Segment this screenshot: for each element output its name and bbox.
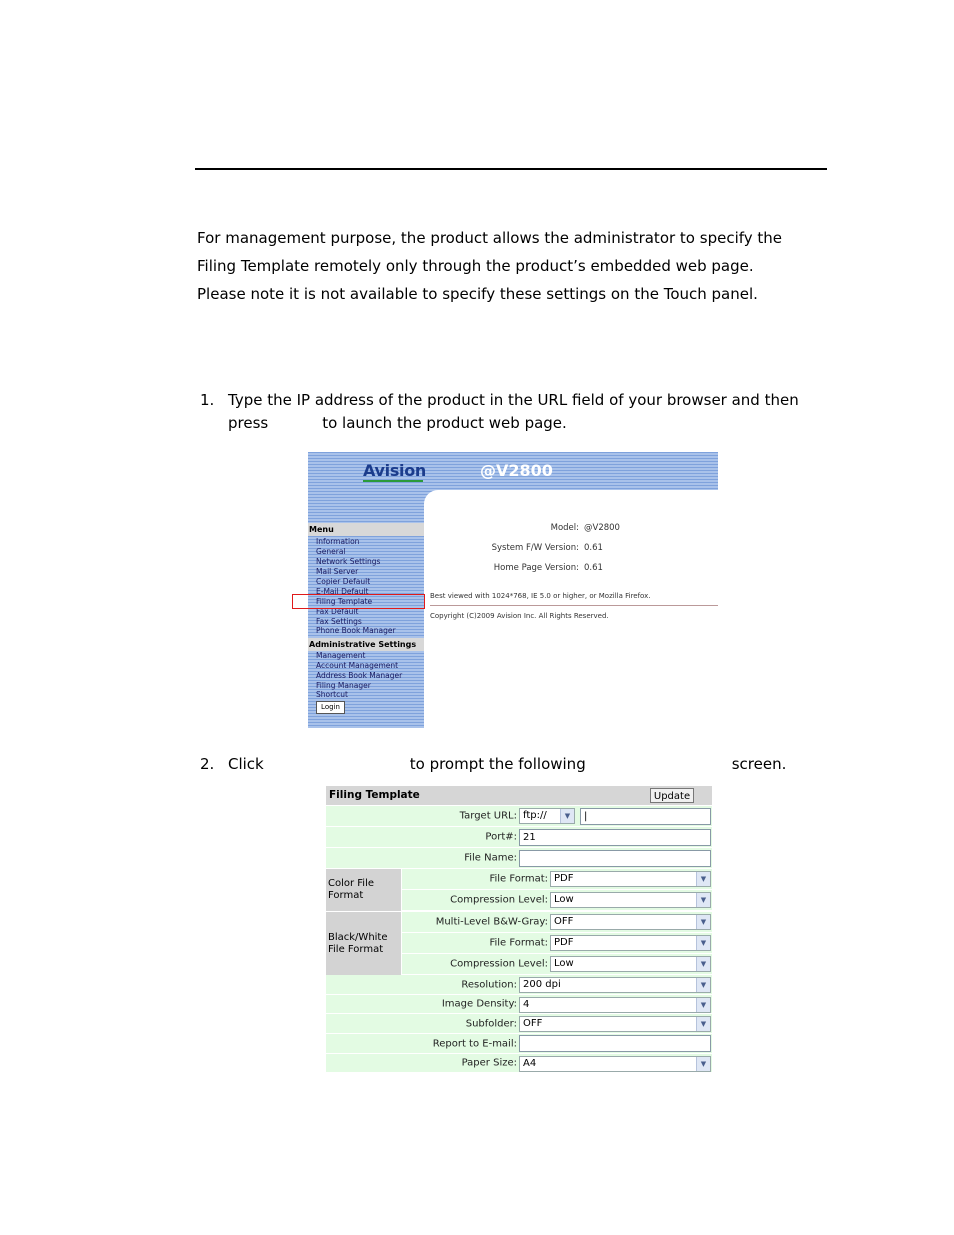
filing-template-highlight xyxy=(292,594,425,609)
menu-item-fax-settings[interactable]: Fax Settings xyxy=(316,617,362,626)
chevron-down-icon: ▼ xyxy=(696,1057,710,1071)
select-value: ftp:// xyxy=(523,810,547,821)
row-bw-compression xyxy=(402,954,712,975)
color-file-format-select[interactable] xyxy=(550,871,711,887)
chevron-down-icon: ▼ xyxy=(696,978,710,992)
menu-item-account-management[interactable]: Account Management xyxy=(316,661,399,670)
menu-item-filing-manager[interactable]: Filing Manager xyxy=(316,681,371,690)
bw-file-format-select[interactable] xyxy=(550,935,711,951)
intro-line: For management purpose, the product allows the administrator to specify the xyxy=(197,229,783,247)
menu-item-general[interactable]: General xyxy=(316,547,346,556)
resolution-select[interactable] xyxy=(519,977,711,993)
subfolder-select[interactable] xyxy=(519,1016,711,1032)
menu-header: Menu xyxy=(308,523,424,536)
field-label: File Format: xyxy=(489,937,548,949)
bw-multilevel-select[interactable] xyxy=(550,914,711,930)
select-value: Low xyxy=(554,894,574,905)
step-number: 1. xyxy=(200,391,215,409)
field-label: Port#: xyxy=(485,831,517,843)
menu-item-phone-book-manager[interactable]: Phone Book Manager xyxy=(316,626,396,635)
web-page-screenshot xyxy=(308,452,718,728)
chevron-down-icon: ▼ xyxy=(696,872,710,886)
row-subfolder xyxy=(326,1014,712,1034)
bw-compression-select[interactable] xyxy=(550,956,711,972)
bw-file-format-group: Black/White File Format xyxy=(326,912,401,975)
field-label: Report to E-mail: xyxy=(432,1038,517,1049)
select-value: 4 xyxy=(523,999,530,1010)
info-value: 0.61 xyxy=(584,563,603,573)
select-value: A4 xyxy=(523,1058,537,1069)
intro-line: Please note it is not available to specify these settings on the Touch panel. xyxy=(197,285,758,303)
row-color-file-format xyxy=(402,869,712,890)
color-file-format-group: Color File Format xyxy=(326,869,401,911)
step-text: screen. xyxy=(731,755,787,773)
chevron-down-icon: ▼ xyxy=(560,809,574,823)
step-number: 2. xyxy=(200,755,215,773)
best-viewed-note: Best viewed with 1024*768, IE 5.0 or higher, or Mozilla Firefox. xyxy=(430,592,651,600)
info-label: Home Page Version: xyxy=(493,563,579,573)
field-label: File Name: xyxy=(464,852,517,864)
field-label: Paper Size: xyxy=(461,1057,517,1069)
section-rule xyxy=(195,168,827,170)
update-button[interactable]: Update xyxy=(650,788,694,803)
form-header xyxy=(326,786,712,805)
row-file-name xyxy=(326,848,712,869)
admin-header: Administrative Settings xyxy=(308,638,424,651)
image-density-select[interactable] xyxy=(519,997,711,1013)
row-image-density xyxy=(326,995,712,1014)
row-bw-multilevel xyxy=(402,912,712,933)
select-value: OFF xyxy=(523,1018,543,1029)
menu-item-mail-server[interactable]: Mail Server xyxy=(316,567,359,576)
row-port xyxy=(326,827,712,848)
row-bw-file-format xyxy=(402,933,712,954)
field-label: Subfolder: xyxy=(465,1018,517,1029)
field-label: Multi-Level B&W-Gray: xyxy=(435,916,548,928)
chevron-down-icon: ▼ xyxy=(696,998,710,1012)
menu-item-address-book-manager[interactable]: Address Book Manager xyxy=(316,671,403,680)
chevron-down-icon: ▼ xyxy=(696,957,710,971)
select-value: PDF xyxy=(554,873,574,884)
copyright-note: Copyright (C)2009 Avision Inc. All Rights Reserved. xyxy=(430,612,609,620)
select-value: OFF xyxy=(554,916,574,927)
menu-item-management[interactable]: Management xyxy=(316,651,366,660)
menu-item-shortcut[interactable]: Shortcut xyxy=(316,690,348,699)
step-text: press xyxy=(228,414,269,432)
menu-item-email-default[interactable]: E-Mail Default xyxy=(316,587,369,596)
row-paper-size xyxy=(326,1054,712,1073)
select-value: 200 dpi xyxy=(523,979,561,990)
paper-size-select[interactable] xyxy=(519,1056,711,1072)
step-text: to prompt the following xyxy=(409,755,586,773)
row-target-url xyxy=(326,806,712,827)
step-text: Type the IP address of the product in the URL field of your browser and then xyxy=(228,391,799,409)
field-label: Image Density: xyxy=(441,998,517,1010)
report-email-input[interactable] xyxy=(519,1035,711,1052)
info-value: @V2800 xyxy=(584,523,620,533)
info-label: System F/W Version: xyxy=(491,543,579,553)
field-label: File Format: xyxy=(489,873,548,885)
divider xyxy=(430,605,718,606)
avision-logo: Avision xyxy=(363,461,427,480)
login-button[interactable]: Login xyxy=(316,701,345,714)
row-resolution xyxy=(326,975,712,995)
filing-template-form xyxy=(326,786,712,1073)
field-label: Resolution: xyxy=(461,979,517,990)
step-text: to launch the product web page. xyxy=(322,414,567,432)
form-title: Filing Template xyxy=(329,789,420,801)
file-name-input[interactable] xyxy=(519,850,711,867)
chevron-down-icon: ▼ xyxy=(696,936,710,950)
field-label: Target URL: xyxy=(459,810,517,822)
intro-paragraph xyxy=(197,224,837,308)
port-input[interactable]: 21 xyxy=(519,829,711,846)
color-compression-select[interactable] xyxy=(550,892,711,908)
info-value: 0.61 xyxy=(584,543,603,553)
menu-item-information[interactable]: Information xyxy=(316,537,360,546)
field-label: Compression Level: xyxy=(450,894,548,906)
target-url-input[interactable]: | xyxy=(580,808,711,825)
step-text: Click xyxy=(228,755,264,773)
info-label: Model: xyxy=(550,523,579,533)
menu-item-copier-default[interactable]: Copier Default xyxy=(316,577,371,586)
chevron-down-icon: ▼ xyxy=(696,1017,710,1031)
row-report-email xyxy=(326,1034,712,1054)
select-value: Low xyxy=(554,958,574,969)
logo-underline xyxy=(363,480,423,482)
chevron-down-icon: ▼ xyxy=(696,893,710,907)
intro-line: Filing Template remotely only through the product’s embedded web page. xyxy=(197,257,754,275)
menu-item-fax-default[interactable]: Fax Default xyxy=(316,607,359,616)
protocol-select[interactable] xyxy=(519,808,575,824)
select-value: PDF xyxy=(554,937,574,948)
chevron-down-icon: ▼ xyxy=(696,915,710,929)
field-label: Compression Level: xyxy=(450,958,548,970)
model-title: @V2800 xyxy=(480,461,553,480)
menu-item-filing-template[interactable]: Filing Template xyxy=(316,597,373,606)
menu-item-network-settings[interactable]: Network Settings xyxy=(316,557,381,566)
row-color-compression xyxy=(402,890,712,911)
